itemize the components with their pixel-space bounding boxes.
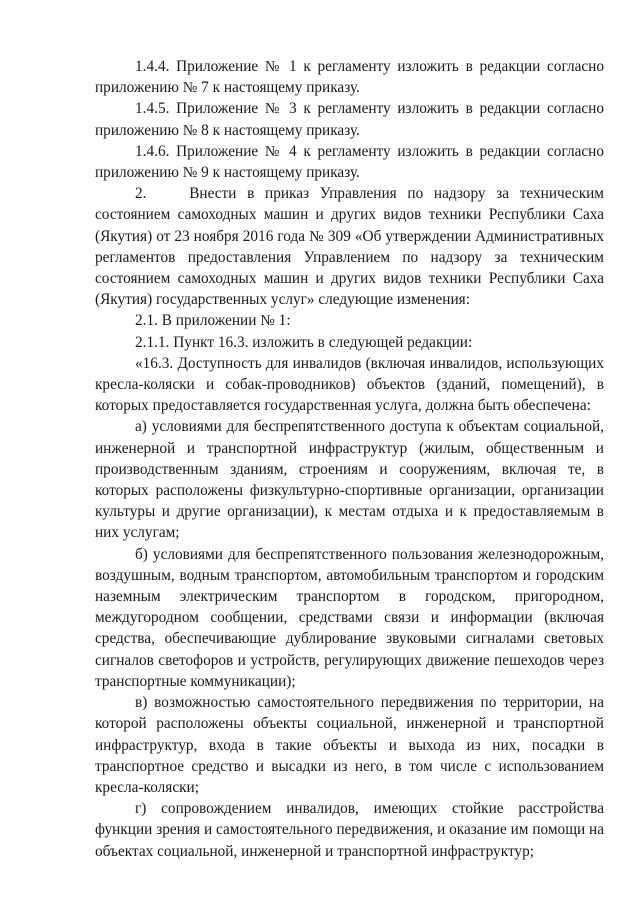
paragraph-item-b: б) условиями для беспрепятственного пользования железнодорожным, воздушным, водным транспортом, автомобильным транспортом и городским наземным электрическим транспортом в городском, пригородном, междугородном сообщении, средствами связи и информации (включая средства, обеспечивающие дублирование звуковыми сигналами световых сигналов светофоров и устройств, регулирующих движение пешеходов через транспортные коммуникации); — [95, 545, 604, 690]
paragraph-2: 2. Внести в приказ Управления по надзору за техническим состоянием самоходных машин и других видов техники Республики Саха (Якутия) от 23 ноября 2016 года № 309 «Об утверждении Административных регламентов предоставления Управлением по надзору за техническим состоянием самоходных машин и других видов техники Республики Саха (Якутия) государственных услуг» следующие изменения: — [95, 185, 604, 309]
paragraph-1-4-4: 1.4.4. Приложение № 1 к регламенту изложить в редакции согласно приложению № 7 к настоящему приказу. — [95, 58, 604, 97]
paragraph-2-1-1: 2.1.1. Пункт 16.3. изложить в следующей редакции: — [135, 333, 473, 351]
paragraph-item-g: г) сопровождением инвалидов, имеющих стойкие расстройства функции зрения и самостоятельного передвижения, и оказание им помощи на объектах социальной, инженерной и транспортной инфраструктур; — [95, 800, 604, 860]
paragraph-1-4-6: 1.4.6. Приложение № 4 к регламенту изложить в редакции согласно приложению № 9 к настоящему приказу. — [95, 142, 604, 182]
paragraph-16-3: «16.3. Доступность для инвалидов (включая инвалидов, использующих кресла-коляски и собак-проводников) объектов (зданий, помещений), в которых предоставляется государственная услуга, должна быть обеспечена: — [95, 354, 604, 415]
paragraph-2-1: 2.1. В приложении № 1: — [135, 312, 291, 330]
paragraph-1-4-5: 1.4.5. Приложение № 3 к регламенту изложить в редакции согласно приложению № 8 к настоящему приказу. — [95, 100, 604, 139]
document-body — [95, 56, 604, 862]
paragraph-item-a: а) условиями для беспрепятственного доступа к объектам социальной, инженерной и транспортной инфраструктур (жилым, общественным и производственным зданиям, строениям и сооружениям, включая те, в которых расположены физкультурно-спортивные организации, организации культуры и другие организации), к местам отдыха и к предоставляемым в них услугам; — [95, 418, 604, 542]
paragraph-item-v: в) возможностью самостоятельного передвижения по территории, на которой расположены объекты социальной, инженерной и транспортной инфраструктур, входа в такие объекты и выхода из них, посадки в транспортное средство и высадки из него, в том числе с использованием кресла-коляски; — [95, 694, 604, 796]
